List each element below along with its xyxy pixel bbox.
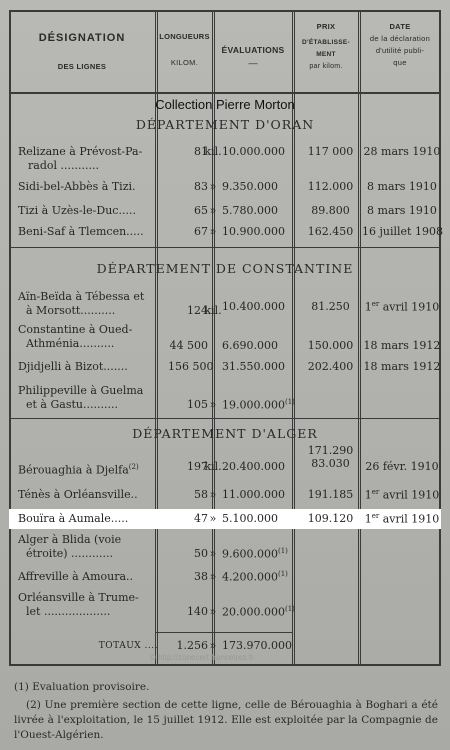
header-prix-1: PRIX (316, 22, 336, 31)
footnote-ref: (1) (277, 547, 288, 555)
row-unit: kil. (204, 304, 222, 317)
header-prix-4: par kilom. (309, 63, 343, 70)
row-prix: 112.000 (307, 180, 354, 193)
table-row (9, 591, 441, 621)
row-unit: kil. (204, 145, 222, 158)
collection-stamp: Collection Pierre Morton (155, 97, 295, 112)
row-evaluation: 31.550.000 (222, 360, 285, 373)
row-prix: 81.250 (311, 300, 350, 313)
header-evaluations-dash: — (248, 58, 258, 68)
footnote-ref: (2) (128, 463, 139, 471)
row-date: 18 mars 1912 (363, 339, 441, 352)
header-evaluations: ÉVALUATIONS (221, 45, 285, 55)
row-name-line1: Constantine à Oued- (18, 323, 133, 336)
table-row (9, 570, 441, 586)
table-row (9, 323, 441, 353)
table-row (9, 533, 441, 563)
row-name-line1: Aïn-Beïda à Tébessa et (18, 290, 145, 303)
row-name: Bouïra à Aumale..... (18, 512, 129, 525)
totals-unit: » (209, 639, 217, 652)
row-prix-2: 83.030 (311, 457, 350, 470)
row-prix: 150.000 (307, 339, 354, 352)
row-evaluation: 20.000.000$^{(1)}$ (222, 605, 295, 619)
table-row (9, 360, 441, 376)
row-unit: kil. (204, 460, 222, 473)
row-prix: 202.400 (307, 360, 354, 373)
row-unit: » (209, 605, 217, 618)
row-name-line1: Orléansville à Trume- (18, 591, 139, 604)
row-name-line2: Athménia.......... (26, 337, 115, 350)
footnote-2: (2) Une première section de cette ligne, celle de Bérouaghia à Boghari a été livrée à l'exploitation, le 15 juillet 1912. Elle est exploitée par la Compagnie de l'Ouest-Algérien. (14, 699, 438, 741)
row-prix: 162.450 (307, 225, 354, 238)
row-name-line2: étroite) ............ (26, 547, 114, 560)
row-date: 18 mars 1912 (363, 360, 441, 373)
row-length: 140 (187, 605, 208, 618)
header-divider (9, 92, 441, 94)
watermark: © http://zonecert.francetrez.fr (150, 653, 254, 662)
footnote-1: (1) Evaluation provisoire. (14, 681, 150, 693)
section-divider (9, 418, 441, 419)
row-unit: » (209, 488, 217, 501)
footnote-ref: (1) (284, 605, 295, 613)
row-length: 50 (194, 547, 208, 560)
row-name-line2: radol ........... (28, 159, 99, 172)
row-evaluation: 10.000.000 (222, 145, 285, 158)
row-date: 1er avril 1910 (364, 512, 440, 526)
row-length: 58 (194, 488, 208, 501)
row-unit: » (209, 204, 217, 217)
table-row (9, 204, 441, 220)
row-length: 47 (194, 512, 208, 525)
row-unit: » (209, 512, 217, 525)
footnote-ref: (1) (277, 570, 288, 578)
section-divider (9, 247, 441, 248)
row-length: 44 500 (169, 339, 208, 352)
row-prix: 191.185 (307, 488, 354, 501)
row-date: 8 mars 1910 (367, 204, 437, 217)
header-date-4: que (393, 58, 407, 67)
row-date: 26 févr. 1910 (365, 460, 439, 473)
header-longueurs: LONGUEURS (159, 32, 210, 41)
table-row (9, 225, 441, 241)
header-prix-2: D'ÉTABLISSE- (302, 39, 350, 46)
row-unit: » (209, 398, 217, 411)
row-date: 1er avril 1910 (364, 300, 440, 314)
row-name-line1: Alger à Blida (voie (18, 533, 122, 546)
totals-divider (155, 632, 293, 633)
row-evaluation: 5.100.000 (222, 512, 278, 525)
row-date: 1er avril 1910 (364, 488, 440, 502)
row-name-line1: Philippeville à Guelma (18, 384, 144, 397)
row-evaluation: 11.000.000 (222, 488, 285, 501)
row-name: Sidi-bel-Abbès à Tizi. (18, 180, 136, 193)
section-alger: DÉPARTEMENT D'ALGER (132, 426, 318, 441)
row-date: 8 mars 1910 (367, 180, 437, 193)
table-row (9, 488, 441, 504)
section-constantine: DÉPARTEMENT DE CONSTANTINE (96, 261, 354, 276)
row-length: 105 (187, 398, 208, 411)
table-row (9, 180, 441, 196)
table-row-highlighted (9, 509, 441, 529)
row-length: 124 (187, 304, 208, 317)
row-date: 28 mars 1910 (363, 145, 441, 158)
row-name-line2: et à Gastu.......... (26, 398, 118, 411)
table-row (9, 384, 441, 414)
table-row (9, 290, 441, 320)
row-name: Djidjelli à Bizot....... (18, 360, 128, 373)
row-length: 83 (194, 180, 208, 193)
row-name: Affreville à Amoura.. (18, 570, 134, 583)
totals-label: TOTAUX .... (98, 641, 158, 651)
row-name: Bérouaghia à Djelfa (18, 463, 129, 477)
row-unit: » (209, 180, 217, 193)
row-evaluation: 10.400.000 (222, 300, 285, 313)
row-length: 156 500 (168, 360, 214, 373)
row-evaluation: 5.780.000 (222, 204, 278, 217)
table-row (9, 444, 441, 484)
row-name-line1: Relizane à Prévost-Pa- (18, 145, 143, 158)
header-date-2: de la déclaration (369, 34, 431, 43)
row-length: 81 (194, 145, 208, 158)
totals-length: 1.256 (176, 639, 208, 652)
header-prix-3: MENT (316, 51, 336, 58)
header-designation: DÉSIGNATION (38, 32, 126, 44)
row-unit: » (209, 570, 217, 583)
row-evaluation: 20.400.000 (222, 460, 285, 473)
row-prix-1: 171.290 (307, 444, 354, 457)
row-name: Ténès à Orléansville.. (18, 488, 138, 501)
row-evaluation: 4.200.000$^{(1)}$ (222, 570, 288, 584)
header-date-3: d'utilité publi- (375, 46, 425, 55)
row-evaluation: 9.600.000$^{(1)}$ (222, 547, 288, 561)
row-prix: 117 000 (307, 145, 354, 158)
row-unit: » (209, 225, 217, 238)
row-length: 67 (194, 225, 208, 238)
row-prix: 109.120 (307, 512, 354, 525)
header-designation-sub: DES LIGNES (57, 62, 107, 71)
header-date-1: DATE (389, 22, 411, 31)
row-date: 16 juillet 1908 (362, 225, 443, 238)
row-evaluation: 10.900.000 (222, 225, 285, 238)
row-length: 65 (194, 204, 208, 217)
table-row (9, 145, 441, 175)
row-evaluation: 6.690.000 (222, 339, 278, 352)
row-evaluation: 9.350.000 (222, 180, 278, 193)
row-name: Tizi à Uzès-le-Duc..... (18, 204, 136, 217)
row-name-line2: à Morsott.......... (26, 304, 116, 317)
row-length: 197 (187, 460, 208, 473)
header-longueurs-sub: KILOM. (170, 58, 199, 67)
totals-evaluation: 173.970.000 (222, 639, 292, 652)
row-name-line2: let ................... (26, 605, 111, 618)
section-oran: DÉPARTEMENT D'ORAN (135, 117, 315, 132)
row-name: Beni-Saf à Tlemcen..... (18, 225, 144, 238)
footnote-ref: (1) (284, 398, 295, 406)
row-unit: » (209, 547, 217, 560)
row-prix: 89.800 (311, 204, 350, 217)
row-evaluation: 19.000.000$^{(1)}$ (222, 398, 295, 412)
row-length: 38 (194, 570, 208, 583)
